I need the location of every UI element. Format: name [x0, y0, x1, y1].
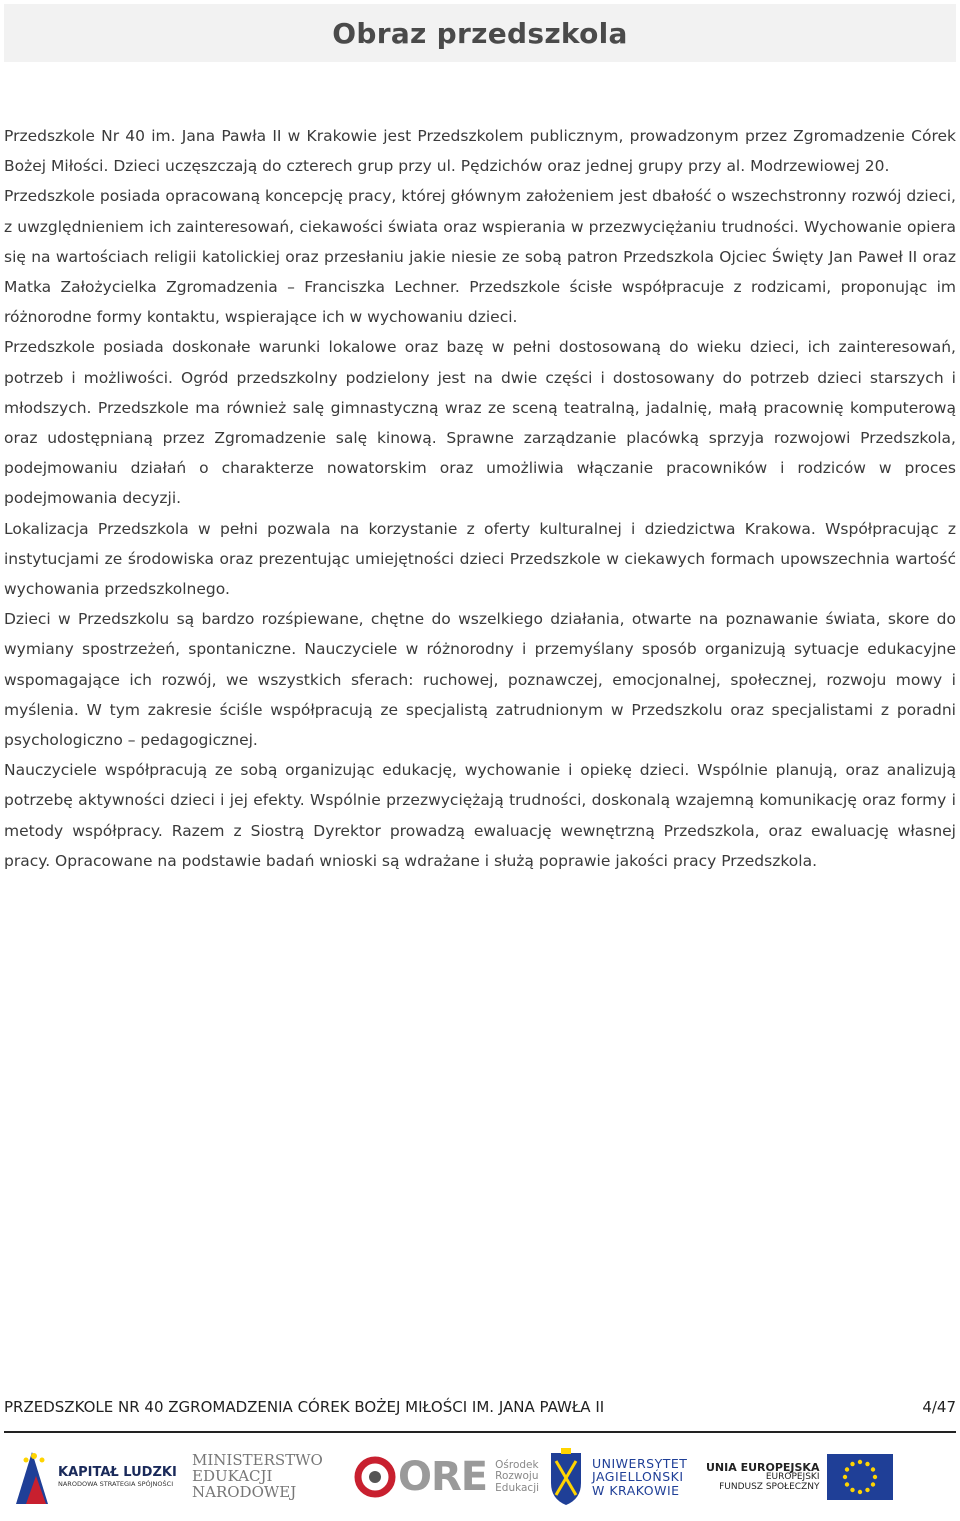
uj-line2: JAGIELLOŃSKI	[592, 1469, 684, 1485]
ore-ring-icon	[354, 1456, 396, 1498]
eu-flag-icon	[827, 1454, 893, 1500]
paragraph-intro: Przedszkole Nr 40 im. Jana Pawła II w Krakowie jest Przedszkolem publicznym, prowadzonym przez Zgromadzenie Córek Bożej Miłości. Dzieci uczęszczają do czterech grup przy ul. Pędzichów oraz jednej grupy przy al. Modrzewiowej 20.	[4, 127, 956, 176]
title-bar	[4, 4, 956, 62]
footer-divider	[4, 1431, 956, 1433]
eu-star	[858, 1460, 862, 1464]
uj-line1: UNIWERSYTET	[592, 1456, 688, 1472]
uj-logo	[548, 1440, 687, 1514]
ore-line3: Edukacji	[495, 1481, 540, 1494]
eu-star	[866, 1488, 870, 1492]
eu-star	[866, 1462, 870, 1466]
ore-line2: Rozwoju	[495, 1470, 539, 1483]
ore-logo	[354, 1440, 539, 1514]
page-number: 4/47	[922, 1398, 956, 1416]
paragraph-teachers: Nauczyciele współpracują ze sobą organizując edukację, wychowanie i opiekę dzieci. Wspólnie planują, oraz analizują potrzebę aktywności dzieci i jej efekty. Wspólnie przezwyciężają trudności, doskonalą wzajemną komunikację oraz formy i metody współpracy. Razem z Siostrą Dyrektor prowadzą ewaluację wewnętrzną Przedszkola, oraz ewaluację własnej pracy. Opracowane na podstawie badań wnioski są wdrażane i służą poprawie jakości pracy Przedszkola.	[4, 761, 956, 870]
ore-mark: ORE	[398, 1454, 488, 1500]
eu-star	[858, 1490, 862, 1494]
eu-line2: EUROPEJSKI	[765, 1472, 820, 1483]
eu-star	[873, 1475, 877, 1479]
eu-line1: UNIA EUROPEJSKA	[706, 1460, 820, 1474]
eu-star	[845, 1467, 849, 1471]
ore-line1: Ośrodek	[495, 1459, 539, 1472]
kapital-ludzki-icon	[12, 1446, 52, 1508]
eu-star	[851, 1488, 855, 1492]
eu-line3: FUNDUSZ SPOŁECZNY	[719, 1481, 820, 1492]
kapital-line2: NARODOWA STRATEGIA SPÓJNOŚCI	[58, 1480, 174, 1489]
men-line3: NARODOWEJ	[192, 1482, 297, 1501]
sponsor-logos	[4, 1440, 956, 1514]
paragraph-concept: Przedszkole posiada opracowaną koncepcję pracy, której głównym założeniem jest dbałość o wszechstronny rozwój dzieci, z uwzględnieniem ich zainteresowań, ciekawości świata oraz wspierania w przezwyciężaniu trudności. Wychowanie opiera się na wartościach religii katolickiej oraz przesłaniu jakie niesie ze sobą patron Przedszkola Ojciec Święty Jan Paweł II oraz Matka Założycielka Zgromadzenia – Franciszka Lechner. Przedszkole ścisłe współpracuje z rodzicami, proponując im różnorodne formy kontaktu, wspierające ich w wychowaniu dzieci.	[4, 187, 956, 327]
men-logo	[192, 1440, 323, 1514]
paragraph-children: Dzieci w Przedszkolu są bardzo rozśpiewane, chętne do wszelkiego działania, otwarte na poznawanie świata, skore do wymiany spostrzeżeń, spontaniczne. Nauczyciele w różnorodny i przemyślany sposób organizują sytuacje edukacyjne wspomagające ich rozwój, we wszystkich sferach: ruchowej, poznawczej, emocjonalnej, społecznej, rozwoju mowy i myślenia. W tym zakresie ściśle współpracują ze specjalistą zatrudnionym w Przedszkolu oraz specjalistami z poradni psychologiczno – pedagogicznej.	[4, 610, 956, 750]
men-line2: EDUKACJI	[192, 1467, 273, 1486]
eu-star	[845, 1482, 849, 1486]
kapital-ludzki-logo	[12, 1440, 177, 1514]
footer-institution: PRZEDSZKOLE NR 40 ZGROMADZENIA CÓREK BOŻEJ MIŁOŚCI IM. JANA PAWŁA II	[4, 1398, 605, 1416]
uj-crest-icon	[548, 1447, 584, 1507]
page-footer	[4, 1398, 956, 1416]
page-title: Obraz przedszkola	[332, 16, 628, 50]
paragraph-facilities: Przedszkole posiada doskonałe warunki lokalowe oraz bazę w pełni dostosowaną do wieku dzieci, ich zainteresowań, potrzeb i możliwości. Ogród przedszkolny podzielony jest na dwie części i dostosowany do potrzeb dzieci starszych i młodszych. Przedszkole ma również salę gimnastyczną wraz ze sceną teatralną, jadalnię, małą pracownię komputerową oraz udostępnianą przez Zgromadzenie salę kinową. Sprawne zarządzanie placówką sprzyja rozwojowi Przedszkola, podejmowaniu działań o charakterze nowatorskim oraz umożliwia włączanie pracowników i rodziców w proces podejmowania decyzji.	[4, 338, 956, 508]
uj-line3: W KRAKOWIE	[592, 1482, 680, 1498]
eu-star	[871, 1482, 875, 1486]
eu-logo	[706, 1440, 893, 1514]
document-body	[4, 121, 956, 876]
eu-star	[843, 1475, 847, 1479]
eu-star	[871, 1467, 875, 1471]
men-line1: MINISTERSTWO	[192, 1451, 323, 1470]
kapital-line1: KAPITAŁ LUDZKI	[58, 1464, 177, 1480]
paragraph-location: Lokalizacja Przedszkola w pełni pozwala na korzystanie z oferty kulturalnej i dziedzictwa Krakowa. Współpracując z instytucjami ze środowiska oraz prezentując umiejętności dzieci Przedszkole w ciekawych formach upowszechnia wartość wychowania przedszkolnego.	[4, 519, 956, 599]
eu-star	[851, 1462, 855, 1466]
